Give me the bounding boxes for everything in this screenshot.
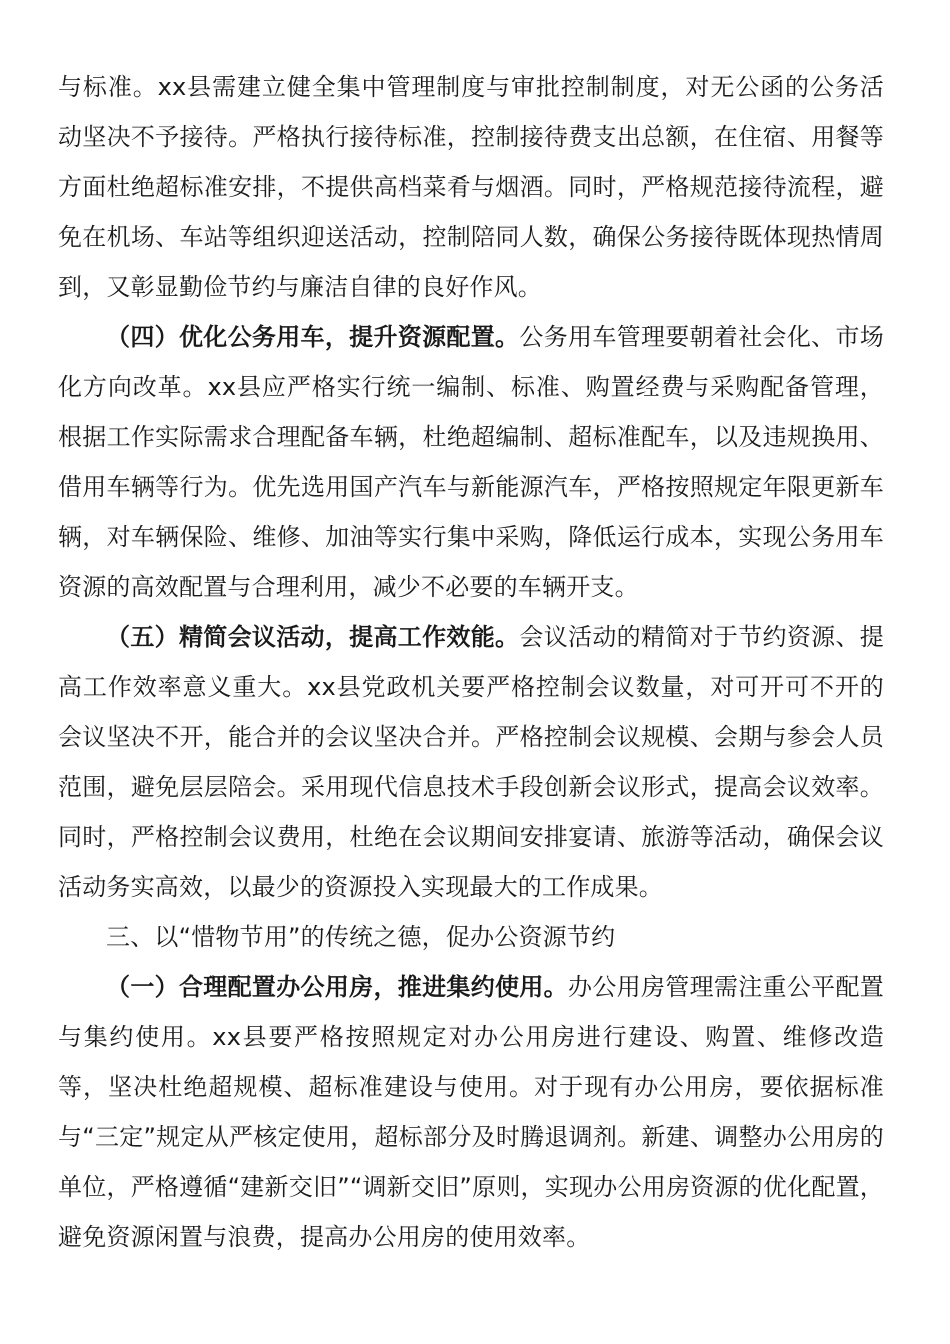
paragraph-reception-standards [58, 62, 884, 312]
paragraph-heading: （五）精简会议活动，提高工作效能。 [106, 623, 520, 651]
section-heading-three [58, 912, 884, 962]
section-heading-text: 三、以“惜物节用”的传统之德，促办公资源节约 [106, 923, 616, 951]
paragraph-text: 与标准。xx县需建立健全集中管理制度与审批控制制度，对无公函的公务活动坚决不予接待。严格执行接待标准，控制接待费支出总额，在住宿、用餐等方面杜绝超标准安排，不提供高档菜肴与烟酒。同时，严格规范接待流程，避免在机场、车站等组织迎送活动，控制陪同人数，确保公务接待既体现热情周到，又彰显勤俭节约与廉洁自律的良好作风。 [58, 73, 884, 301]
document-page [58, 62, 884, 1262]
paragraph-text: 会议活动的精简对于节约资源、提高工作效率意义重大。xx县党政机关要严格控制会议数量，对可开可不开的会议坚决不开，能合并的会议坚决合并。严格控制会议规模、会期与参会人员范围，避免层层陪会。采用现代信息技术手段创新会议形式，提高会议效率。同时，严格控制会议费用，杜绝在会议期间安排宴请、旅游等活动，确保会议活动务实高效，以最少的资源投入实现最大的工作成果。 [58, 623, 884, 901]
paragraph-heading: （一）合理配置办公用房，推进集约使用。 [106, 973, 568, 1001]
paragraph-meetings [58, 612, 884, 912]
paragraph-official-vehicles [58, 312, 884, 612]
paragraph-text: 办公用房管理需注重公平配置与集约使用。xx县要严格按照规定对办公用房进行建设、购置、维修改造等，坚决杜绝超规模、超标准建设与使用。对于现有办公用房，要依据标准与“三定”规定从严核定使用，超标部分及时腾退调剂。新建、调整办公用房的单位，严格遵循“建新交旧”“调新交旧”原则，实现办公用房资源的优化配置，避免资源闲置与浪费，提高办公用房的使用效率。 [58, 973, 884, 1251]
paragraph-text: 公务用车管理要朝着社会化、市场化方向改革。xx县应严格实行统一编制、标准、购置经费与采购配备管理，根据工作实际需求合理配备车辆，杜绝超编制、超标准配车，以及违规换用、借用车辆等行为。优先选用国产汽车与新能源汽车，严格按照规定年限更新车辆，对车辆保险、维修、加油等实行集中采购，降低运行成本，实现公务用车资源的高效配置与合理利用，减少不必要的车辆开支。 [58, 323, 884, 601]
paragraph-heading: （四）优化公务用车，提升资源配置。 [106, 323, 520, 351]
paragraph-office-space [58, 962, 884, 1262]
